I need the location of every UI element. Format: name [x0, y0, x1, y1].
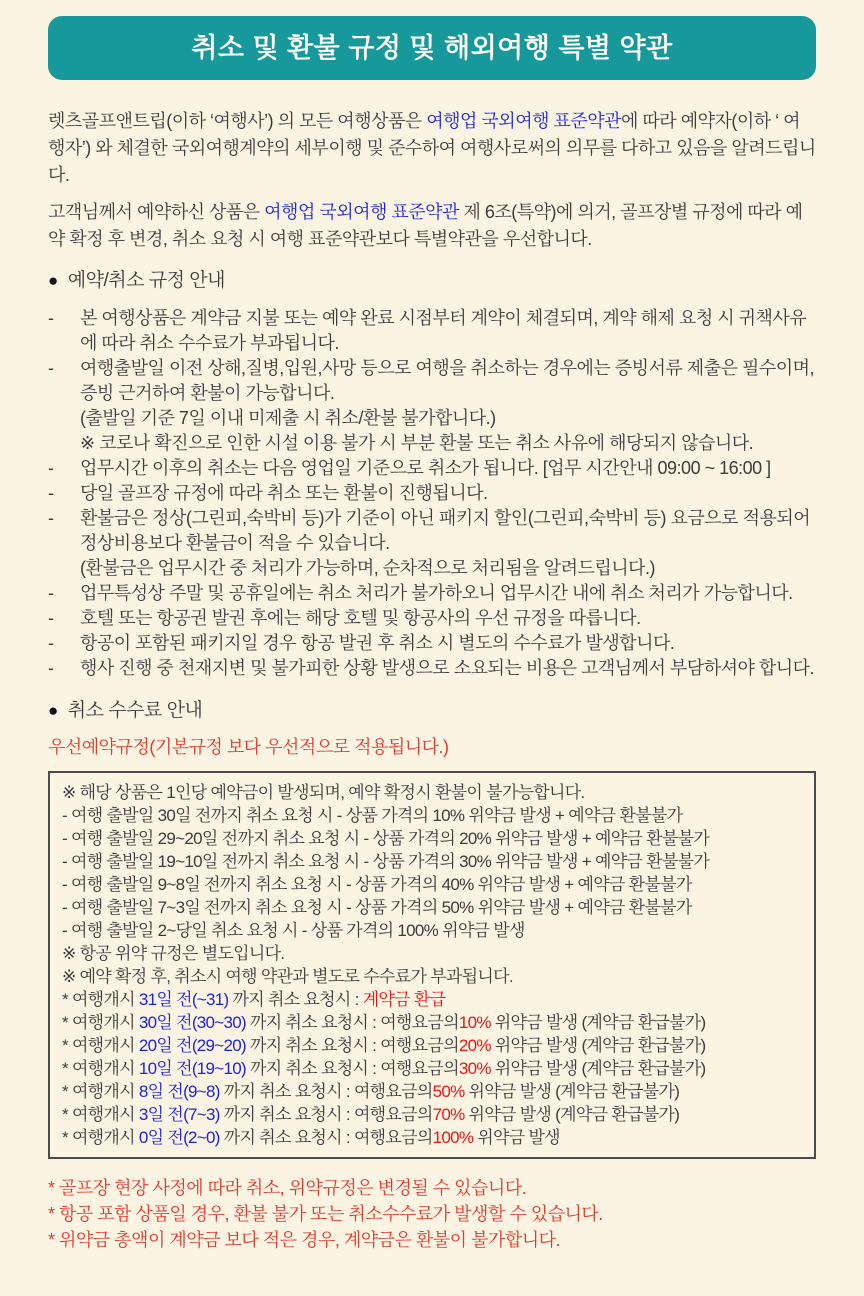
list-marker — [48, 406, 80, 431]
section-title-booking-cancel — [48, 267, 816, 294]
list-text: (환불금은 업무시간 중 처리가 가능하며, 순차적으로 처리됨을 알려드립니다.) — [80, 558, 656, 578]
list-text: 본 여행상품은 계약금 지불 또는 예약 완료 시점부터 계약이 체결되며, 계약 해제 요청 시 귀책사유에 따라 취소 수수료가 부과됩니다. — [80, 308, 807, 353]
starred-rule-line — [62, 1011, 802, 1034]
policy-list — [48, 306, 816, 681]
fee-box-note-deposit: ※ 해당 상품은 1인당 예약금이 발생되며, 예약 확정시 환불이 불가능합니다. — [62, 783, 585, 802]
fee-rule-line: - 여행 출발일 7~3일 전까지 취소 요청 시 - 상품 가격의 50% 위약금 발생 + 예약금 환불불가 — [62, 898, 692, 917]
list-text: 업무특성상 주말 및 공휴일에는 취소 처리가 불가하오니 업무시간 내에 취소 처리가 가능합니다. — [80, 583, 793, 603]
list-item — [48, 581, 816, 606]
list-marker: - — [48, 583, 54, 603]
starred-rule-prefix: * 여행개시 — [62, 990, 139, 1009]
starred-rule-suffix: 위약금 발생 (계약금 환급불가) — [464, 1082, 680, 1101]
intro-paragraph-2 — [48, 199, 816, 253]
cancellation-fee-box — [48, 771, 816, 1159]
list-marker: - — [48, 458, 54, 478]
footer-warning-notes — [48, 1175, 816, 1253]
starred-rule-penalty: 100% — [432, 1128, 474, 1147]
policy-document — [0, 80, 864, 1263]
fee-box-note-flight: ※ 항공 위약 규정은 별도입니다. — [62, 944, 285, 963]
list-item — [48, 431, 816, 456]
starred-rule-days: 30일 전(30~30) — [138, 1013, 247, 1032]
page-title-banner — [48, 16, 816, 80]
list-text: (출발일 기준 7일 이내 미제출 시 취소/환불 불가합니다.) — [80, 408, 496, 428]
starred-rule-days: 0일 전(2~0) — [138, 1128, 220, 1147]
starred-rule-prefix: * 여행개시 — [62, 1059, 139, 1078]
starred-rule-mid: 까지 취소 요청시 : 여행요금의 — [246, 1036, 459, 1055]
list-text: 호텔 또는 항공권 발권 후에는 해당 호텔 및 항공사의 우선 규정을 따릅니다. — [80, 608, 641, 628]
starred-rule-prefix: * 여행개시 — [62, 1036, 139, 1055]
section-bullet-icon: ● — [48, 701, 58, 720]
starred-rule-days: 8일 전(9~8) — [138, 1082, 220, 1101]
list-marker: - — [48, 608, 54, 628]
list-text: 당일 골프장 규정에 따라 취소 또는 환불이 진행됩니다. — [80, 483, 488, 503]
starred-rule-penalty: 70% — [432, 1105, 465, 1124]
starred-rule-mid: 까지 취소 요청시 : 여행요금의 — [246, 1013, 459, 1032]
list-item — [48, 631, 816, 656]
starred-rule-prefix: * 여행개시 — [62, 1082, 139, 1101]
section-title-label: 취소 수수료 안내 — [67, 700, 203, 721]
fee-rule-line: - 여행 출발일 19~10일 전까지 취소 요청 시 - 상품 가격의 30% 위약금 발생 + 예약금 환불불가 — [62, 852, 710, 871]
list-text: 환불금은 정상(그린피,숙박비 등)가 기준이 아닌 패키지 할인(그린피,숙박비 등) 요금으로 적용되어 정상비용보다 환불금이 적을 수 있습니다. — [80, 508, 811, 553]
list-item — [48, 606, 816, 631]
starred-rule-suffix: 위약금 발생 (계약금 환급불가) — [464, 1105, 680, 1124]
starred-rule-mid: 까지 취소 요청시 : — [228, 990, 363, 1009]
starred-rule-days: 20일 전(29~20) — [138, 1036, 247, 1055]
starred-rule-mid: 까지 취소 요청시 : 여행요금의 — [246, 1059, 459, 1078]
section-title-cancellation-fee — [48, 697, 816, 724]
starred-rule-prefix: * 여행개시 — [62, 1128, 139, 1147]
starred-rule-line — [62, 1103, 802, 1126]
starred-rule-penalty: 30% — [458, 1059, 491, 1078]
list-text: 행사 진행 중 천재지변 및 불가피한 상황 발생으로 소요되는 비용은 고객님께서 부담하셔야 합니다. — [80, 658, 815, 678]
list-text: 업무시간 이후의 취소는 다음 영업일 기준으로 취소가 됩니다. [업무 시간안내 09:00 ~ 16:00 ] — [80, 458, 771, 478]
starred-rule-mid: 까지 취소 요청시 : 여행요금의 — [219, 1128, 433, 1147]
list-marker: - — [48, 658, 54, 678]
footer-warning-line: * 위약금 총액이 계약금 보다 적은 경우, 계약금은 환불이 불가합니다. — [48, 1230, 560, 1250]
list-marker: - — [48, 508, 54, 528]
starred-rule-days: 3일 전(7~3) — [138, 1105, 220, 1124]
section-title-label: 예약/취소 규정 안내 — [67, 270, 225, 291]
starred-rule-penalty: 50% — [432, 1082, 465, 1101]
starred-rule-line — [62, 1034, 802, 1057]
list-marker — [48, 556, 80, 581]
starred-rule-prefix: * 여행개시 — [62, 1105, 139, 1124]
starred-rule-line — [62, 988, 802, 1011]
starred-rule-suffix: 위약금 발생 — [473, 1128, 560, 1147]
list-marker: - — [48, 358, 54, 378]
priority-rule-note: 우선예약규정(기본규정 보다 우선적으로 적용됩니다.) — [48, 737, 449, 757]
intro-1-text-b: 에 따라 예약자(이하 ‘ 여행자’) 와 체결한 국외여행계약의 세부이행 및 준수하여 여행사로써의 의무를 다하고 있음을 알려드립니다. — [48, 111, 816, 185]
list-text: ※ 코로나 확진으로 인한 시설 이용 불가 시 부분 환불 또는 취소 사유에 해당되지 않습니다. — [80, 433, 754, 453]
fee-box-note-extra: ※ 예약 확정 후, 취소시 여행 약관과 별도로 수수료가 부과됩니다. — [62, 967, 513, 986]
section-bullet-icon: ● — [48, 271, 58, 290]
starred-rule-suffix: 위약금 발생 (계약금 환급불가) — [490, 1059, 706, 1078]
fee-rule-line: - 여행 출발일 9~8일 전까지 취소 요청 시 - 상품 가격의 40% 위약금 발생 + 예약금 환불불가 — [62, 875, 692, 894]
list-marker: - — [48, 633, 54, 653]
list-text: 여행출발일 이전 상해,질병,입원,사망 등으로 여행을 취소하는 경우에는 증빙서류 제출은 필수이며, 증빙 근거하여 환불이 가능합니다. — [80, 358, 815, 403]
starred-rule-days: 31일 전(~31) — [138, 990, 229, 1009]
starred-rule-line — [62, 1080, 802, 1103]
fee-box-starred-rules — [62, 988, 802, 1149]
list-marker — [48, 431, 80, 456]
footer-warning-line: * 골프장 현장 사정에 따라 취소, 위약규정은 변경될 수 있습니다. — [48, 1178, 527, 1198]
fee-rule-line: - 여행 출발일 29~20일 전까지 취소 요청 시 - 상품 가격의 20% 위약금 발생 + 예약금 환불불가 — [62, 829, 710, 848]
starred-rule-penalty: 계약금 환급 — [362, 990, 446, 1009]
footer-warning-line: * 항공 포함 상품일 경우, 환불 불가 또는 취소수수료가 발생할 수 있습니다. — [48, 1204, 603, 1224]
fee-box-rules — [62, 804, 802, 942]
list-item — [48, 406, 816, 431]
standard-terms-highlight-2: 여행업 국외여행 표준약관 — [264, 202, 459, 222]
list-item — [48, 356, 816, 406]
starred-rule-line — [62, 1057, 802, 1080]
list-item — [48, 456, 816, 481]
list-marker: - — [48, 308, 54, 328]
list-item — [48, 656, 816, 681]
starred-rule-line — [62, 1126, 802, 1149]
starred-rule-prefix: * 여행개시 — [62, 1013, 139, 1032]
starred-rule-suffix: 위약금 발생 (계약금 환급불가) — [490, 1036, 706, 1055]
starred-rule-penalty: 20% — [458, 1036, 491, 1055]
list-item — [48, 481, 816, 506]
starred-rule-suffix: 위약금 발생 (계약금 환급불가) — [490, 1013, 706, 1032]
list-item — [48, 306, 816, 356]
starred-rule-mid: 까지 취소 요청시 : 여행요금의 — [219, 1082, 433, 1101]
starred-rule-days: 10일 전(19~10) — [138, 1059, 247, 1078]
page-title: 취소 및 환불 규정 및 해외여행 특별 약관 — [191, 32, 673, 63]
list-item — [48, 556, 816, 581]
list-text: 항공이 포함된 패키지일 경우 항공 발권 후 취소 시 별도의 수수료가 발생합니다. — [80, 633, 675, 653]
intro-2-text-b: 제 6조(특약)에 의거, 골프장별 규정에 따라 예약 확정 후 변경, 취소 요청 시 여행 표준약관보다 특별약관을 우선합니다. — [48, 202, 803, 249]
list-marker: - — [48, 483, 54, 503]
standard-terms-highlight-1: 여행업 국외여행 표준약관 — [426, 111, 622, 131]
intro-paragraph-1 — [48, 108, 816, 189]
list-item — [48, 506, 816, 556]
intro-2-text-a: 고객님께서 예약하신 상품은 — [48, 202, 265, 222]
starred-rule-mid: 까지 취소 요청시 : 여행요금의 — [219, 1105, 433, 1124]
starred-rule-penalty: 10% — [458, 1013, 491, 1032]
intro-1-text-a: 렛츠골프앤트립(이하 ‘여행사’) 의 모든 여행상품은 — [48, 111, 427, 131]
fee-rule-line: - 여행 출발일 2~당일 취소 요청 시 - 상품 가격의 100% 위약금 발생 — [62, 921, 525, 940]
fee-rule-line: - 여행 출발일 30일 전까지 취소 요청 시 - 상품 가격의 10% 위약금 발생 + 예약금 환불불가 — [62, 806, 683, 825]
